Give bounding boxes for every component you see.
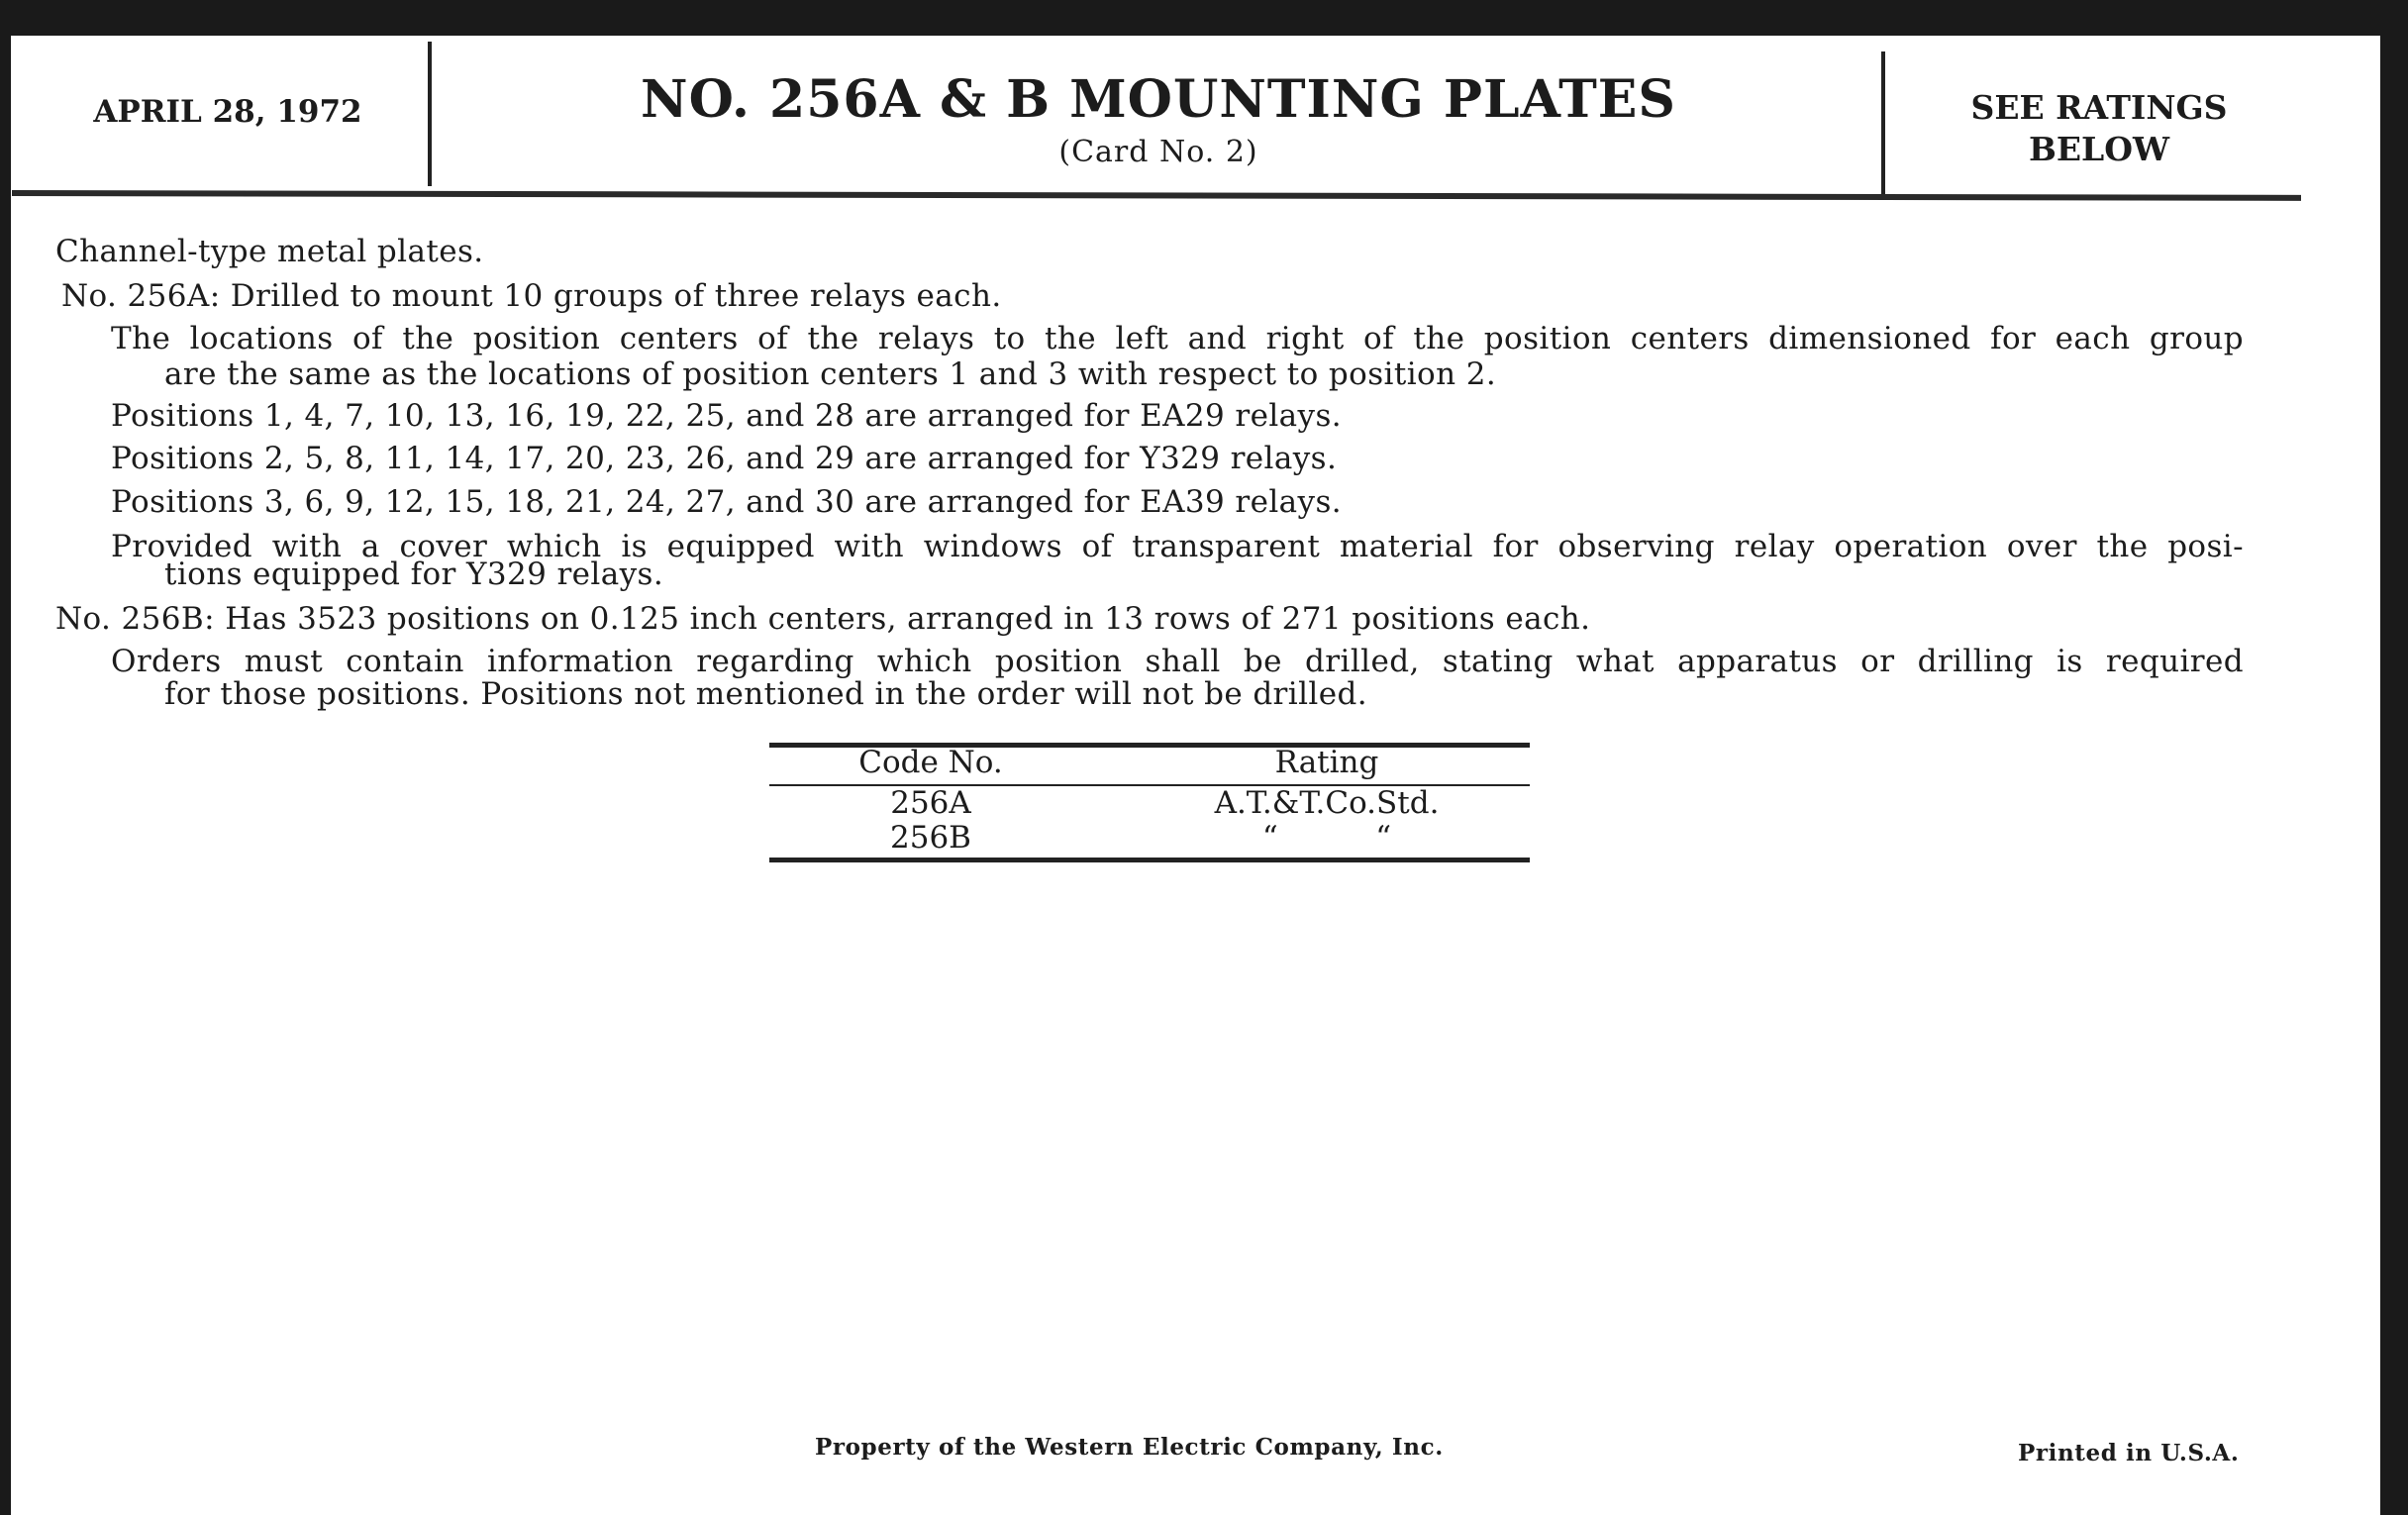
body-line: Channel-type metal plates. [55,234,484,269]
body-line: Provided with a cover which is equipped with windows of transparent material for observing relay operation over the posi- [111,529,2244,564]
date: APRIL 28, 1972 [93,94,362,130]
body-line: Positions 2, 5, 8, 11, 14, 17, 20, 23, 26, and 29 are arranged for Y329 relays. [111,441,1338,476]
table-header-code: Code No. [858,745,1003,780]
body-line: Orders must contain information regarding which position shall be drilled, stating what apparatus or drilling is required [111,644,2244,679]
page-title: NO. 256A & B MOUNTING PLATES [641,69,1676,130]
body-line: are the same as the locations of position centers 1 and 3 with respect to position 2. [164,356,1497,392]
scan-border-right [2380,0,2408,1515]
ratings-note [1891,87,2307,170]
body-line: No. 256A: Drilled to mount 10 groups of three relays each. [61,278,1002,314]
table-bottom-rule [769,858,1530,862]
header-divider-left [428,42,432,186]
footer-property: Property of the Western Electric Company, Inc. [815,1434,1444,1461]
footer-printed: Printed in U.S.A. [2018,1440,2240,1466]
body-line: No. 256B: Has 3523 positions on 0.125 inch centers, arranged in 13 rows of 271 positions each. [55,601,1591,637]
body-line: Positions 1, 4, 7, 10, 13, 16, 19, 22, 25, and 28 are arranged for EA29 relays. [111,398,1343,434]
body-line: Positions 3, 6, 9, 12, 15, 18, 21, 24, 27, and 30 are arranged for EA39 relays. [111,484,1343,520]
header-divider-right [1881,51,1885,196]
scan-border-top [0,0,2408,36]
table-cell-code: 256B [890,820,971,856]
body-line: tions equipped for Y329 relays. [164,556,664,592]
ratings-note-line1: SEE RATINGS [1970,88,2228,127]
table-cell-rating: “ “ [1261,820,1392,856]
ratings-note-line2: BELOW [2028,130,2170,168]
table-cell-rating: A.T.&T.Co.Std. [1214,785,1440,821]
body-line: The locations of the position centers of the relays to the left and right of the position centers dimensioned for each group [111,321,2244,356]
table-cell-code: 256A [890,785,971,821]
scan-border-left [0,0,11,1515]
body-line: for those positions. Positions not mentioned in the order will not be drilled. [164,676,1367,712]
header-rule [12,190,2301,201]
card-number: (Card No. 2) [1058,135,1258,169]
table-header-rating: Rating [1274,745,1379,780]
